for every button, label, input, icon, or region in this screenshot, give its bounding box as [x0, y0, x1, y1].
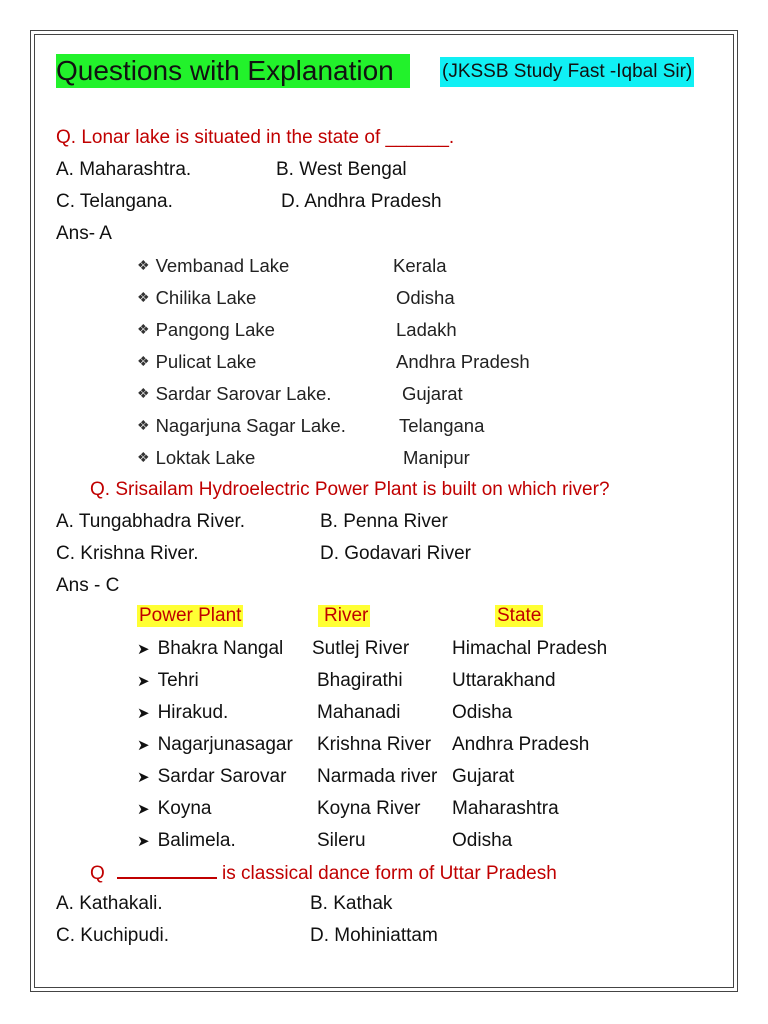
list-item — [137, 415, 346, 437]
plant-name: Sardar Sarovar — [157, 766, 287, 787]
plant-name: Balimela. — [157, 830, 236, 851]
plant-name: Tehri — [157, 670, 199, 691]
arrow-bullet-icon: ➤ — [137, 769, 150, 786]
lake-state: Gujarat — [402, 383, 463, 404]
table-cell-river: Mahanadi — [317, 702, 401, 723]
list-item — [137, 447, 255, 469]
table-cell-river: Narmada river — [317, 766, 438, 787]
list-item — [137, 351, 256, 373]
diamond-bullet-icon: ❖ — [137, 417, 150, 433]
diamond-bullet-icon: ❖ — [137, 449, 150, 465]
page-subtitle: (JKSSB Study Fast -Iqbal Sir) — [440, 57, 694, 87]
question-2: Q. Srisailam Hydroelectric Power Plant is built on which river? — [90, 479, 610, 500]
table-row-plant — [137, 702, 228, 724]
table-cell-river: Bhagirathi — [317, 670, 403, 691]
question-1: Q. Lonar lake is situated in the state of ______. — [56, 127, 455, 148]
header-river: River — [318, 605, 370, 627]
lake-name: Pulicat Lake — [155, 351, 257, 372]
diamond-bullet-icon: ❖ — [137, 321, 150, 337]
q1-option-d: D. Andhra Pradesh — [281, 191, 442, 212]
table-cell-state: Maharashtra — [452, 798, 559, 819]
lake-state: Ladakh — [396, 319, 457, 340]
q2-answer: Ans - C — [56, 575, 120, 596]
q1-answer: Ans- A — [56, 223, 112, 244]
diamond-bullet-icon: ❖ — [137, 289, 150, 305]
q2-option-b: B. Penna River — [320, 511, 448, 532]
list-item — [137, 383, 331, 405]
table-row-plant — [137, 798, 211, 820]
lake-state: Kerala — [393, 255, 447, 276]
q2-option-d: D. Godavari River — [320, 543, 471, 564]
list-item — [137, 255, 289, 277]
table-cell-river: Sutlej River — [312, 638, 410, 659]
plant-name: Bhakra Nangal — [157, 638, 284, 659]
table-cell-state: Odisha — [452, 830, 513, 851]
q2-option-c: C. Krishna River. — [56, 543, 199, 564]
blank-line — [117, 861, 217, 879]
diamond-bullet-icon: ❖ — [137, 353, 150, 369]
arrow-bullet-icon: ➤ — [137, 833, 150, 850]
arrow-bullet-icon: ➤ — [137, 641, 150, 658]
table-row-plant — [137, 638, 283, 660]
q3-option-d: D. Mohiniattam — [310, 925, 438, 946]
arrow-bullet-icon: ➤ — [137, 801, 150, 818]
lake-name: Pangong Lake — [155, 319, 275, 340]
table-row-plant — [137, 766, 286, 788]
question-3-prefix: Q — [90, 863, 105, 884]
q1-option-c: C. Telangana. — [56, 191, 173, 212]
table-cell-state: Gujarat — [452, 766, 515, 787]
lake-state: Telangana — [399, 415, 485, 436]
table-row-plant — [137, 830, 236, 852]
list-item — [137, 319, 275, 341]
diamond-bullet-icon: ❖ — [137, 257, 150, 273]
lake-name: Nagarjuna Sagar Lake. — [155, 415, 346, 436]
table-cell-state: Odisha — [452, 702, 513, 723]
question-3 — [90, 861, 557, 885]
table-cell-river: Sileru — [317, 830, 366, 851]
q2-option-a: A. Tungabhadra River. — [56, 511, 246, 532]
header-state: State — [497, 605, 542, 626]
lake-state: Andhra Pradesh — [396, 351, 530, 372]
table-cell-river: Krishna River — [317, 734, 432, 755]
q3-option-a: A. Kathakali. — [56, 893, 163, 914]
lake-state: Odisha — [396, 287, 455, 308]
table-cell-state: Andhra Pradesh — [452, 734, 590, 755]
header-power-plant: Power Plant — [139, 605, 242, 626]
table-cell-river: Koyna River — [317, 798, 421, 819]
q1-option-a: A. Maharashtra. — [56, 159, 192, 180]
q3-option-b: B. Kathak — [310, 893, 393, 914]
arrow-bullet-icon: ➤ — [137, 673, 150, 690]
plant-name: Koyna — [157, 798, 212, 819]
arrow-bullet-icon: ➤ — [137, 737, 150, 754]
q3-option-c: C. Kuchipudi. — [56, 925, 170, 946]
lake-name: Loktak Lake — [155, 447, 256, 468]
question-3-text: is classical dance form of Uttar Pradesh — [216, 863, 557, 884]
list-item — [137, 287, 256, 309]
lake-state: Manipur — [403, 447, 470, 468]
q1-option-b: B. West Bengal — [276, 159, 407, 180]
lake-name: Sardar Sarovar Lake. — [155, 383, 332, 404]
plant-name: Hirakud. — [157, 702, 229, 723]
table-cell-state: Himachal Pradesh — [452, 638, 608, 659]
lake-name: Vembanad Lake — [155, 255, 290, 276]
plant-name: Nagarjunasagar — [157, 734, 293, 755]
arrow-bullet-icon: ➤ — [137, 705, 150, 722]
table-row-plant — [137, 670, 199, 692]
page-title: Questions with Explanation — [56, 54, 410, 88]
lake-name: Chilika Lake — [155, 287, 257, 308]
table-cell-state: Uttarakhand — [452, 670, 556, 691]
diamond-bullet-icon: ❖ — [137, 385, 150, 401]
table-row-plant — [137, 734, 293, 756]
